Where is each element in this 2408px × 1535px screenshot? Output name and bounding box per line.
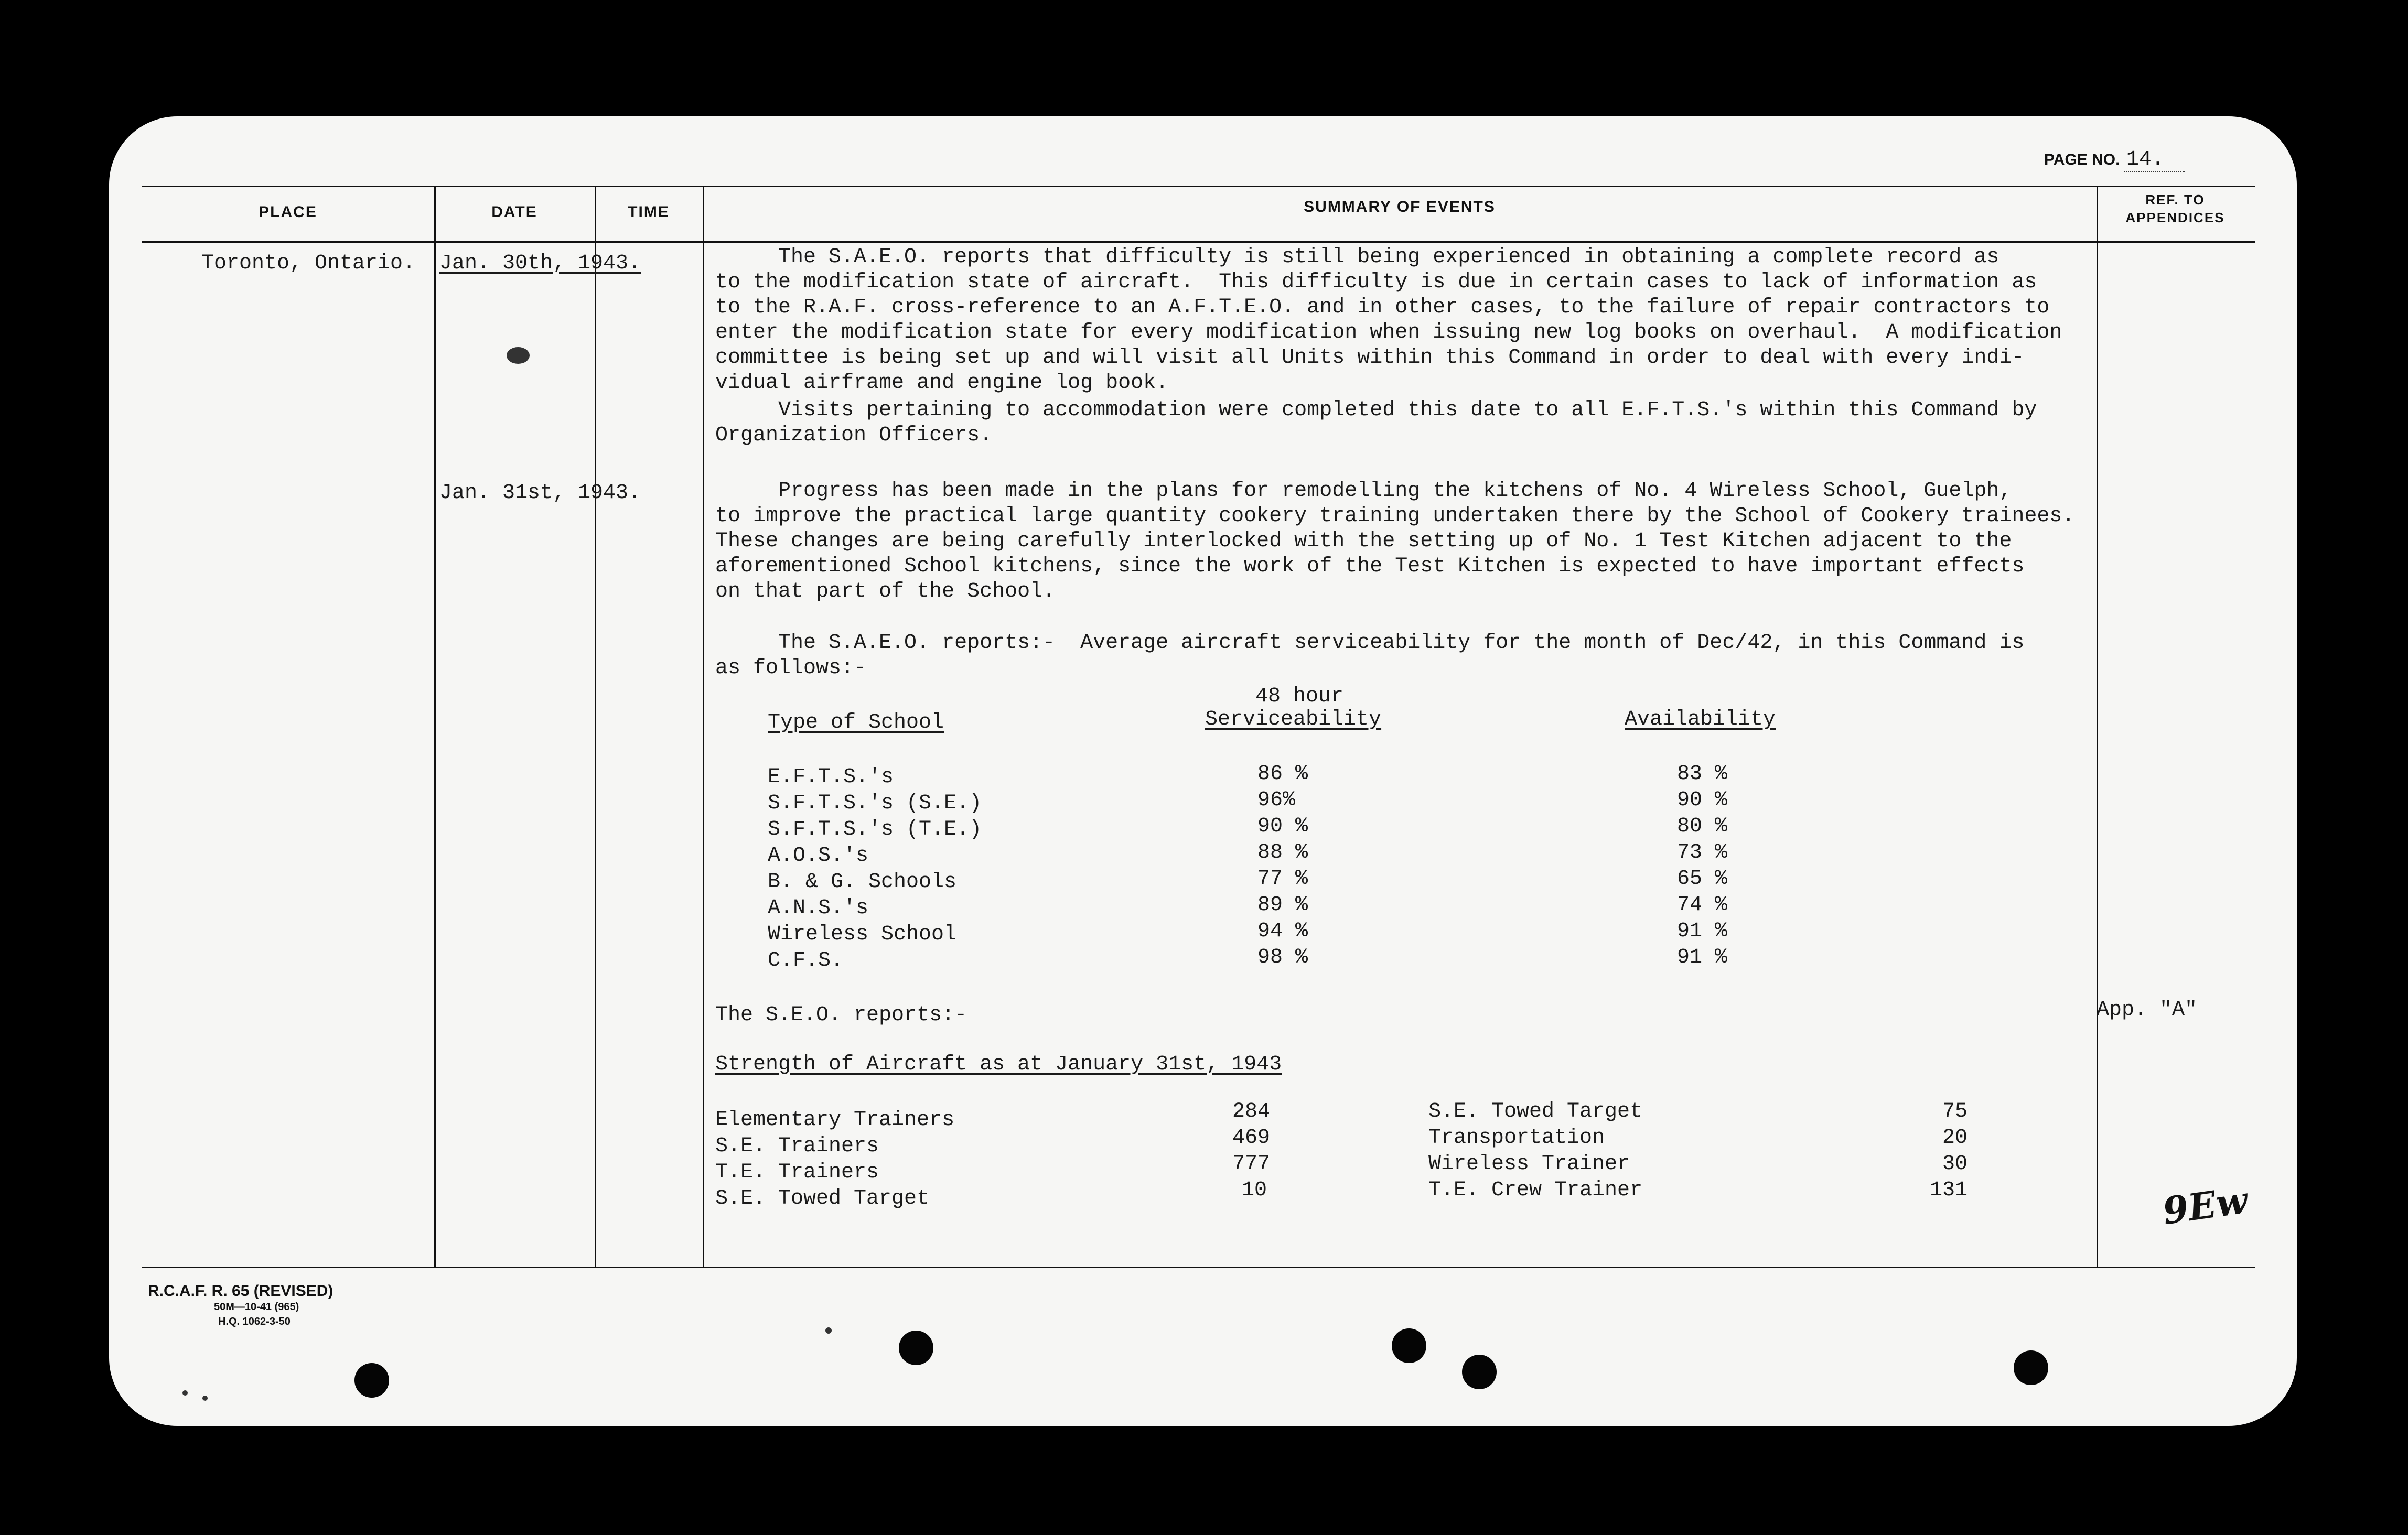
seo-intro: The S.E.O. reports:- xyxy=(715,1003,968,1027)
ink-blot xyxy=(507,347,530,364)
serviceability-value: 96% xyxy=(1257,788,1296,812)
aircraft-type: S.E. Trainers xyxy=(715,1134,879,1158)
punch-hole xyxy=(899,1331,933,1365)
entry1-p2-line: Organization Officers. xyxy=(715,424,993,447)
punch-hole xyxy=(354,1363,389,1398)
entry1-date: Jan. 30th, 1943. xyxy=(439,252,641,275)
column-divider-place xyxy=(434,186,436,1267)
aircraft-count: 131 xyxy=(1930,1179,1968,1202)
serviceability-value: 90 % xyxy=(1257,815,1308,838)
entry2-p1-line: These changes are being carefully interlocked with the setting up of No. 1 Test Kitchen adjacent to the xyxy=(715,529,2012,553)
availability-value: 73 % xyxy=(1677,841,1728,864)
serviceability-value: 89 % xyxy=(1257,893,1308,917)
header-ref-line2: APPENDICES xyxy=(2125,210,2225,225)
aircraft-type: Wireless Trainer xyxy=(1428,1152,1630,1176)
availability-value: 91 % xyxy=(1677,946,1728,969)
school-name: S.F.T.S.'s (T.E.) xyxy=(768,818,982,841)
entry1-place: Toronto, Ontario. xyxy=(201,252,416,275)
column-divider-summary xyxy=(2097,186,2098,1267)
school-name: B. & G. Schools xyxy=(768,870,957,894)
table-header-serviceability: Serviceability xyxy=(1205,708,1382,731)
header-place: PLACE xyxy=(259,203,317,221)
form-hq-code: H.Q. 1062-3-50 xyxy=(218,1316,291,1327)
entry1-p1-line: vidual airframe and engine log book. xyxy=(715,371,1169,395)
serviceability-value: 98 % xyxy=(1257,946,1308,969)
aircraft-type: T.E. Crew Trainer xyxy=(1428,1179,1643,1202)
availability-value: 80 % xyxy=(1677,815,1728,838)
punch-hole xyxy=(2014,1350,2048,1385)
column-divider-time xyxy=(703,186,704,1267)
header-top-rule xyxy=(142,186,2255,187)
aircraft-type: Transportation xyxy=(1428,1126,1605,1150)
table-header-48-hour: 48 hour xyxy=(1255,685,1344,708)
entry1-p2-line: Visits pertaining to accommodation were completed this date to all E.F.T.S.'s within this Command by xyxy=(715,398,2037,422)
entry2-p1-line: Progress has been made in the plans for remodelling the kitchens of No. 4 Wireless School, Guelph, xyxy=(715,479,2012,503)
availability-value: 91 % xyxy=(1677,920,1728,943)
aircraft-type: T.E. Trainers xyxy=(715,1161,879,1184)
entry2-p1-line: to improve the practical large quantity cookery training undertaken there by the School of Cookery trainees. xyxy=(715,504,2075,528)
aircraft-count: 777 xyxy=(1232,1152,1271,1176)
entry1-p1-line: to the modification state of aircraft. This difficulty is due in certain cases to lack of information as xyxy=(715,271,2037,294)
table-header-school: Type of School xyxy=(768,711,944,734)
entry1-p1-line: to the R.A.F. cross-reference to an A.F.T.E.O. and in other cases, to the failure of repair contractors to xyxy=(715,296,2050,319)
entry1-p1-line: The S.A.E.O. reports that difficulty is still being experienced in obtaining a complete record as xyxy=(715,245,2000,269)
header-summary: SUMMARY OF EVENTS xyxy=(1304,198,1496,215)
form-number: R.C.A.F. R. 65 (REVISED) xyxy=(148,1282,334,1300)
header-date: DATE xyxy=(491,203,538,221)
aircraft-count: 10 xyxy=(1242,1179,1267,1202)
aircraft-count: 30 xyxy=(1942,1152,1968,1176)
handwritten-initials: 9Ew xyxy=(2160,1178,2251,1233)
school-name: A.O.S.'s xyxy=(768,844,869,868)
aircraft-type: S.E. Towed Target xyxy=(715,1187,930,1210)
form-print-code: 50M—10-41 (965) xyxy=(214,1301,299,1313)
entry2-p1-line: aforementioned School kitchens, since the work of the Test Kitchen is expected to have important effects xyxy=(715,555,2025,578)
entry1-p1-line: enter the modification state for every modification when issuing new log books on overhaul. A modification xyxy=(715,321,2062,344)
aircraft-count: 469 xyxy=(1232,1126,1271,1150)
strength-title: Strength of Aircraft as at January 31st, 1943 xyxy=(715,1053,1282,1076)
punch-hole xyxy=(1462,1355,1497,1389)
serviceability-value: 94 % xyxy=(1257,920,1308,943)
aircraft-count: 284 xyxy=(1232,1100,1271,1123)
school-name: E.F.T.S.'s xyxy=(768,765,894,789)
entry2-p2-line: as follows:- xyxy=(715,656,867,680)
table-header-availability: Availability xyxy=(1625,708,1776,731)
serviceability-value: 77 % xyxy=(1257,867,1308,891)
entry2-p2-line: The S.A.E.O. reports:- Average aircraft serviceability for the month of Dec/42, in this Command is xyxy=(715,631,2025,655)
serviceability-value: 88 % xyxy=(1257,841,1308,864)
availability-value: 74 % xyxy=(1677,893,1728,917)
aircraft-count: 20 xyxy=(1942,1126,1968,1150)
page-number-value: 14. xyxy=(2124,148,2185,172)
footer-rule xyxy=(142,1267,2255,1268)
school-name: A.N.S.'s xyxy=(768,896,869,920)
ink-dot xyxy=(202,1396,208,1401)
availability-value: 90 % xyxy=(1677,788,1728,812)
aircraft-count: 75 xyxy=(1942,1100,1968,1123)
header-ref-line1: REF. TO xyxy=(2145,192,2205,208)
ink-dot xyxy=(182,1390,188,1396)
punch-hole xyxy=(1392,1328,1426,1363)
serviceability-value: 86 % xyxy=(1257,762,1308,786)
aircraft-type: S.E. Towed Target xyxy=(1428,1100,1643,1123)
availability-value: 65 % xyxy=(1677,867,1728,891)
school-name: C.F.S. xyxy=(768,949,844,972)
aircraft-type: Elementary Trainers xyxy=(715,1108,955,1132)
entry1-p1-line: committee is being set up and will visit all Units within this Command in order to deal with every indi- xyxy=(715,346,2025,370)
school-name: Wireless School xyxy=(768,923,957,946)
school-name: S.F.T.S.'s (S.E.) xyxy=(768,792,982,815)
ink-dot xyxy=(825,1327,832,1334)
column-divider-date xyxy=(595,186,596,1267)
document-sheet xyxy=(109,116,2297,1426)
page-number xyxy=(2044,148,2185,171)
entry2-p1-line: on that part of the School. xyxy=(715,580,1056,603)
availability-value: 83 % xyxy=(1677,762,1728,786)
header-bottom-rule xyxy=(142,241,2255,243)
appendix-reference: App. "A" xyxy=(2097,998,2198,1022)
page-number-label: PAGE NO. xyxy=(2044,151,2120,168)
entry2-date: Jan. 31st, 1943. xyxy=(439,481,641,505)
header-time: TIME xyxy=(628,203,670,221)
